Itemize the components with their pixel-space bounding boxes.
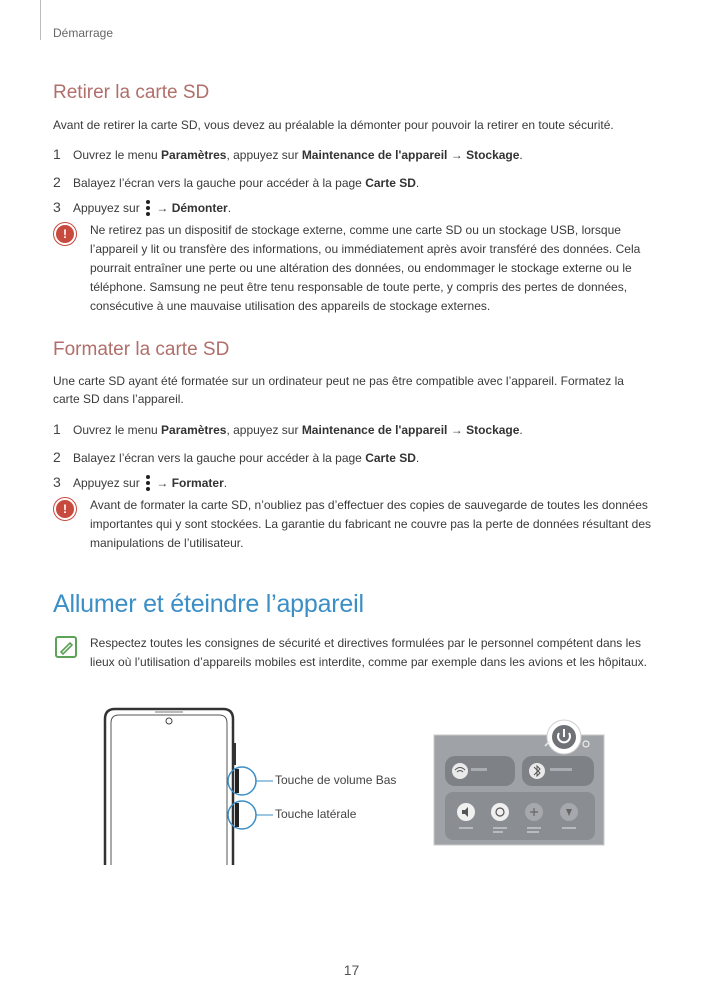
page-number: 17 — [343, 962, 360, 978]
label-volume-down: Touche de volume Bas — [275, 773, 397, 787]
section-intro: Une carte SD ayant été formatée sur un ordinateur peut ne pas être compatible avec l’appareil. Formatez la carte SD dans l’appareil. — [53, 374, 624, 406]
section-title-format-sd: Formater la carte SD — [53, 339, 230, 360]
breadcrumb: Démarrage — [53, 26, 114, 40]
section-intro: Avant de retirer la carte SD, vous devez au préalable la démonter pour pouvoir la retirer en toute sécurité. — [53, 118, 614, 132]
step-3: 3 Appuyez sur → Formater. — [53, 474, 228, 490]
header-rule — [40, 0, 41, 40]
warning-text: Avant de formater la carte SD, n’oubliez pas d’effectuer des copies de sauvegarde de toutes les données importantes qui y sont stockées. La garantie du fabricant ne couvre pas la perte de données résultant des manipulations de l’utilisateur. — [90, 498, 652, 550]
quick-panel-illustration — [433, 716, 605, 846]
step-3: 3 Appuyez sur → Démonter. — [53, 199, 232, 215]
step-1: 1 Ouvrez le menu Paramètres, appuyez sur Maintenance de l'appareil → Stockage. — [53, 421, 523, 437]
step-2: 2 Balayez l’écran vers la gauche pour accéder à la page Carte SD. — [53, 174, 420, 190]
phone-illustration — [95, 705, 275, 867]
section-title-remove-sd: Retirer la carte SD — [53, 82, 210, 103]
tip-text: Respectez toutes les consignes de sécurité et directives formulées par le personnel compétent dans les lieux où l’utilisation d’appareils mobiles est interdite, comme par exemple dans les avions et les hôpitaux. — [90, 636, 647, 669]
note-pencil-icon — [55, 636, 77, 658]
warning-icon: ! — [56, 500, 74, 518]
more-options-icon — [145, 475, 151, 491]
warning-text: Ne retirez pas un dispositif de stockage externe, comme une carte SD ou un stockage USB, lorsque l’appareil y lit ou transfère des informations, ou immédiatement après avoir transféré des données. Cela pourrait entraîner une perte ou une altération des données, ou endommager le stockage externe ou le téléphone. Samsung ne peut être tenu responsable de toute perte, y compris des pertes de données, consécutive à une mauvaise utilisation des appareils de stockage externes. — [90, 223, 641, 313]
warning-icon: ! — [56, 225, 74, 243]
label-side-key: Touche latérale — [275, 807, 357, 821]
chapter-title-power: Allumer et éteindre l’appareil — [53, 590, 364, 618]
more-options-icon — [145, 200, 151, 216]
step-1: 1 Ouvrez le menu Paramètres, appuyez sur Maintenance de l'appareil → Stockage. — [53, 146, 523, 162]
step-2: 2 Balayez l’écran vers la gauche pour accéder à la page Carte SD. — [53, 449, 420, 465]
